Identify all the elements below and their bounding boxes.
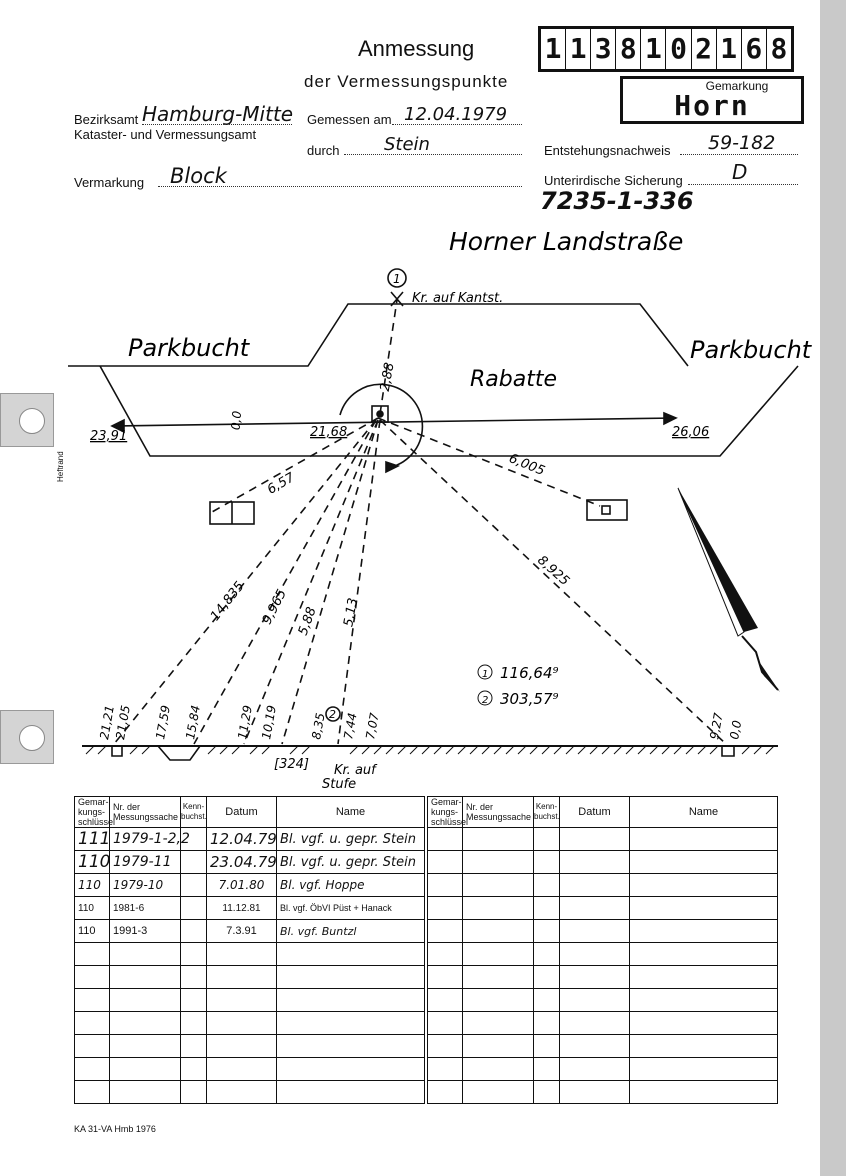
svg-text:7,07: 7,07 — [363, 711, 382, 741]
point-id: 7235-1-336 — [540, 187, 694, 215]
bezirksamt-label: Bezirksamt — [74, 112, 139, 127]
col-kenn: Kenn-buchst. — [181, 797, 207, 828]
svg-text:11,29: 11,29 — [235, 704, 255, 741]
table-row: 111 1979-1-2,2 12.04.79 Bl. vgf. u. gepr. Stein — [75, 828, 425, 851]
kataster-label: Kataster- und Vermessungsamt — [74, 127, 257, 142]
digit: 1 — [566, 29, 591, 69]
dist-8925: 8,925 — [534, 552, 572, 590]
sicherung-value: D — [732, 160, 748, 184]
gemessen-label: Gemessen am — [307, 112, 392, 127]
svg-text:8,35: 8,35 — [309, 711, 328, 741]
durch-value: Stein — [384, 134, 430, 155]
digit: 1 — [641, 29, 666, 69]
digit: 8 — [616, 29, 641, 69]
marker-1-label: 1 — [393, 272, 401, 286]
digit: 6 — [742, 29, 767, 69]
table-row: 110 1981-6 11.12.81 Bl. vgf. ÖbVI Püst + Hanack — [75, 897, 425, 920]
dist-588: 5,88 — [295, 605, 320, 638]
bezirksamt-value: Hamburg-Mitte — [142, 102, 294, 126]
col-kenn: Kenn-buchst. — [534, 797, 560, 828]
durch-label: durch — [307, 143, 340, 158]
baseline-hatching — [86, 746, 774, 754]
line-to-kantst — [377, 300, 398, 414]
dist-left-axis: 0,0 — [228, 410, 245, 431]
col-gemarkung: Gemar-kungs-schlüssel — [428, 797, 463, 828]
title-line2: der Vermessungspunkte — [304, 72, 509, 91]
svg-text:7,44: 7,44 — [341, 711, 360, 741]
dist-6005: 6,005 — [506, 451, 547, 480]
record-table-right — [427, 796, 778, 1104]
kr-stufe-label1: Kr. auf — [334, 763, 376, 778]
side-label: Heftrand — [56, 451, 65, 482]
table-row: 110 1979-11 23.04.79 Bl. vgf. u. gepr. Stein — [75, 851, 425, 874]
svg-text:21,05: 21,05 — [113, 704, 133, 741]
table-row: 110 1991-3 7.3.91 Bl. vgf. Buntzl — [75, 920, 425, 943]
col-nr: Nr. der Messungssache — [463, 797, 534, 828]
dist-657: 6,57 — [264, 470, 298, 498]
svg-text:0,0: 0,0 — [727, 719, 745, 741]
digit: 1 — [717, 29, 742, 69]
col-datum: Datum — [560, 797, 630, 828]
dist-9965: 9,965 — [259, 587, 290, 628]
title-line1: Anmessung — [358, 36, 475, 61]
svg-text:21,21: 21,21 — [97, 704, 117, 741]
baseline-measures — [97, 704, 744, 740]
kr-stufe-label2: Stufe — [322, 777, 357, 792]
svg-text:2: 2 — [482, 695, 489, 706]
form-footer: KA 31-VA Hmb 1976 — [74, 1124, 156, 1134]
street-name: Horner Landstraße — [449, 227, 684, 256]
digit: 2 — [692, 29, 717, 69]
angle-2: 303,57⁹ — [500, 690, 559, 708]
col-nr: Nr. der Messungssache — [110, 797, 181, 828]
entstehung-value: 59-182 — [708, 132, 776, 154]
rabatte-label: Rabatte — [470, 367, 558, 392]
record-table-left — [74, 796, 425, 1104]
col-name: Name — [630, 797, 778, 828]
svg-text:17,59: 17,59 — [153, 704, 173, 741]
sicherung-label: Unterirdische Sicherung — [544, 173, 683, 188]
arc-arrowhead — [386, 462, 398, 472]
col-gemarkung: Gemar-kungs-schlüssel — [75, 797, 110, 828]
gemessen-value: 12.04.1979 — [404, 104, 508, 125]
digit: 8 — [770, 32, 788, 65]
digit: 0 — [666, 29, 691, 69]
dist-left-end: 23,91 — [90, 429, 128, 444]
svg-text:10,19: 10,19 — [259, 704, 279, 741]
svg-text:15,84: 15,84 — [183, 704, 203, 741]
marker-2-label: 2 — [329, 708, 336, 721]
bracket-label: [324] — [274, 757, 309, 772]
table-row: 110 1979-10 7.01.80 Bl. vgf. Hoppe — [75, 874, 425, 897]
parkbucht-right: Parkbucht — [690, 336, 812, 364]
col-datum: Datum — [207, 797, 277, 828]
col-name: Name — [277, 797, 425, 828]
vermarkung-value: Block — [170, 164, 227, 188]
angle-1: 116,64⁹ — [500, 664, 559, 682]
parkbucht-left: Parkbucht — [128, 334, 250, 362]
svg-text:1: 1 — [482, 669, 489, 680]
dist-right-end: 26,06 — [672, 425, 710, 440]
dist-14835: 14,835 — [207, 578, 248, 624]
vermarkung-label: Vermarkung — [74, 175, 145, 190]
road-edge-bottom — [100, 366, 798, 456]
gemarkung-label: Gemarkung — [705, 79, 769, 93]
kr-kantst-label: Kr. auf Kantst. — [412, 291, 504, 306]
dist-center-offset: 21,68 — [310, 425, 348, 440]
svg-text:9,27: 9,27 — [707, 711, 726, 741]
digit: 1 — [541, 29, 566, 69]
dist-513: 5,13 — [341, 596, 362, 628]
north-arrow — [678, 488, 780, 692]
digit: 3 — [591, 29, 616, 69]
gemarkung-value: Horn — [674, 89, 750, 122]
dist-up: 2,88 — [377, 361, 398, 393]
entstehung-label: Entstehungsnachweis — [544, 143, 671, 158]
